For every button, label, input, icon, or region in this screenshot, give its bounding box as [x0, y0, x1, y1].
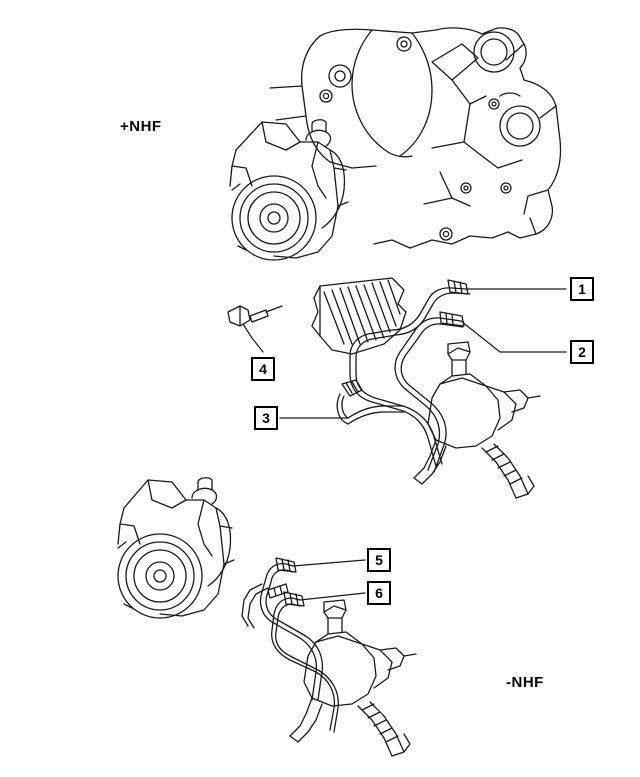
engine-block-outline	[270, 28, 561, 248]
bolt-fastener	[228, 306, 282, 326]
callout-number-6[interactable]: 6	[367, 581, 391, 605]
hose-assembly-lower	[242, 558, 338, 732]
callout-number-3[interactable]: 3	[254, 406, 278, 430]
variant-label-nhf-minus: -NHF	[506, 674, 544, 691]
callout-number-2[interactable]: 2	[570, 340, 594, 364]
variant-label-nhf-plus: +NHF	[120, 118, 162, 135]
steering-gear-rack-upper	[414, 342, 540, 498]
callout-number-5[interactable]: 5	[367, 548, 391, 572]
power-steering-cooler-upper	[312, 278, 406, 354]
steering-gear-rack-lower	[290, 600, 416, 756]
callout-number-4[interactable]: 4	[251, 357, 275, 381]
callout-number-1[interactable]: 1	[570, 277, 594, 301]
power-steering-pump-upper	[230, 120, 348, 260]
power-steering-pump-lower	[118, 478, 234, 618]
callout-leader-lines	[243, 289, 566, 600]
